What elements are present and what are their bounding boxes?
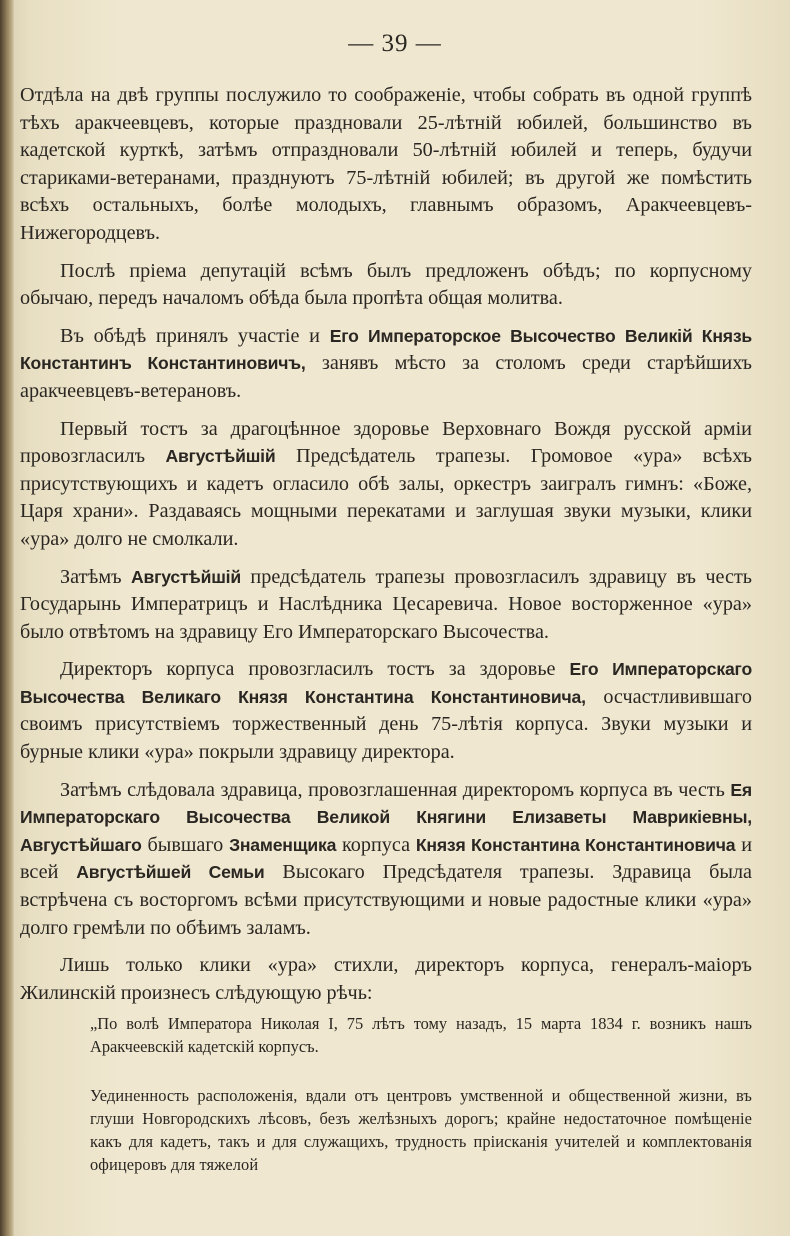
main-text — [20, 82, 752, 1007]
bold-run: Его Императорскаго Высочества Великаго Князя Константина Константиновича, — [20, 659, 752, 707]
text-run: Затѣмъ — [60, 565, 132, 588]
bold-run: Знаменщика — [229, 834, 337, 855]
bold-run: Князя Константина Константиновича — [415, 834, 736, 855]
bold-run: Его Императорское Высочество Великiй Князь Константинъ Константиновичъ, — [20, 325, 752, 374]
paragraph — [20, 416, 752, 554]
text-run: Высокаго Предсѣдателя трапезы. Здравица была встрѣчена съ восторгомъ всѣми присутствующими и новые радостные клики «ура» долго гремѣли по обѣимъ заламъ. — [20, 861, 752, 939]
text-run: корпуса — [336, 833, 416, 856]
text-run: Отдѣла на двѣ группы послужило то соображенiе, чтобы собрать въ одной группѣ тѣхъ аракчеевцевъ, которые праздновали 25-лѣтнiй юбилей, большинство въ кадетской курткѣ, затѣмъ отпраздновали 50-лѣтнiй юбилей и теперь, будучи стариками-ветеранами, празднуютъ 75-лѣтнiй юбилей; въ другой же помѣстить всѣхъ остальныхъ, болѣе молодыхъ, главнымъ образомъ, Аракчеевцевъ-Нижегородцевъ. — [20, 84, 752, 244]
text-run: Директоръ корпуса провозгласилъ тостъ за здоровье — [60, 658, 570, 681]
text-run: Предсѣдатель трапезы. Громовое «ура» всѣхъ присутствующихъ и кадетъ огласило обѣ залы, оркестръ заигралъ гимнъ: «Боже, Царя храни». Раздаваясь мощными перекатами и заглушая звуки музыки, клики «ура» долго не смолкали. — [20, 445, 752, 550]
bold-run: Августѣйшiй — [165, 446, 276, 467]
quote-paragraph: „По волѣ Императора Николая I, 75 лѣтъ тому назадъ, 15 марта 1834 г. возникъ нашъ Аракчеевскiй кадетскiй корпусъ. — [90, 1014, 752, 1056]
paragraph — [20, 656, 752, 766]
bold-run: Августѣйшiй — [131, 566, 241, 587]
bold-run: Ея Императорскаго Высочества Великой Княгини Елизаветы Маврикiевны, Августѣйшаго — [20, 779, 752, 855]
paragraph — [20, 952, 752, 1007]
paragraph — [20, 323, 752, 406]
paragraph — [20, 777, 752, 943]
text-run: Въ обѣдѣ принялъ участiе и — [60, 324, 330, 347]
paragraph — [20, 258, 752, 313]
text-run: Первый тостъ за драгоцѣнное здоровье Верховнаго Вождя русской армiи провозгласилъ — [20, 417, 752, 468]
text-run: предсѣдатель трапезы провозгласилъ здравицу въ честь Государынь Императрицъ и Наслѣдника Цесаревича. Новое восторженное «ура» было отвѣтомъ на здравицу Его Императорскаго Высочества. — [20, 565, 752, 643]
text-run: и всей — [20, 833, 752, 884]
bold-run: Августѣйшей Семьи — [76, 862, 265, 883]
text-run: Послѣ прiема депутацiй всѣмъ былъ предложенъ обѣдъ; по корпусному обычаю, передъ началомъ обѣда была пропѣта общая молитва. — [20, 259, 752, 310]
paragraph — [20, 82, 752, 248]
text-run: Затѣмъ слѣдовала здравица, провозглашенная директоромъ корпуса въ честь — [60, 778, 731, 801]
text-run: бывшаго — [141, 833, 230, 856]
text-run: Лишь только клики «ура» стихли, директоръ корпуса, генералъ-маiоръ Жилинскiй произнесъ слѣдующую рѣчь: — [20, 954, 752, 1004]
speech-quote — [90, 1012, 752, 1176]
text-run: осчастливившаго своимъ присутствiемъ торжественный день 75-лѣтiя корпуса. Звуки музыки и бурные клики «ура» покрыли здравицу директора. — [20, 685, 752, 764]
book-spine-shadow — [0, 0, 14, 1236]
quote-paragraph: Уединенность расположенiя, вдали отъ центровъ умственной и общественной жизни, въ глуши Новгородскихъ лѣсовъ, безъ желѣзныхъ дорогъ; крайне недостаточное помѣщенiе какъ для кадетъ, такъ и для служащихъ, трудность прiисканiя учителей и комплектованiя офицеровъ для тяжелой — [90, 1086, 752, 1174]
text-run: занявъ мѣсто за столомъ среди старѣйшихъ аракчеевцевъ-ветерановъ. — [20, 352, 752, 402]
page-number: — 39 — — [348, 30, 442, 57]
paragraph — [20, 564, 752, 647]
